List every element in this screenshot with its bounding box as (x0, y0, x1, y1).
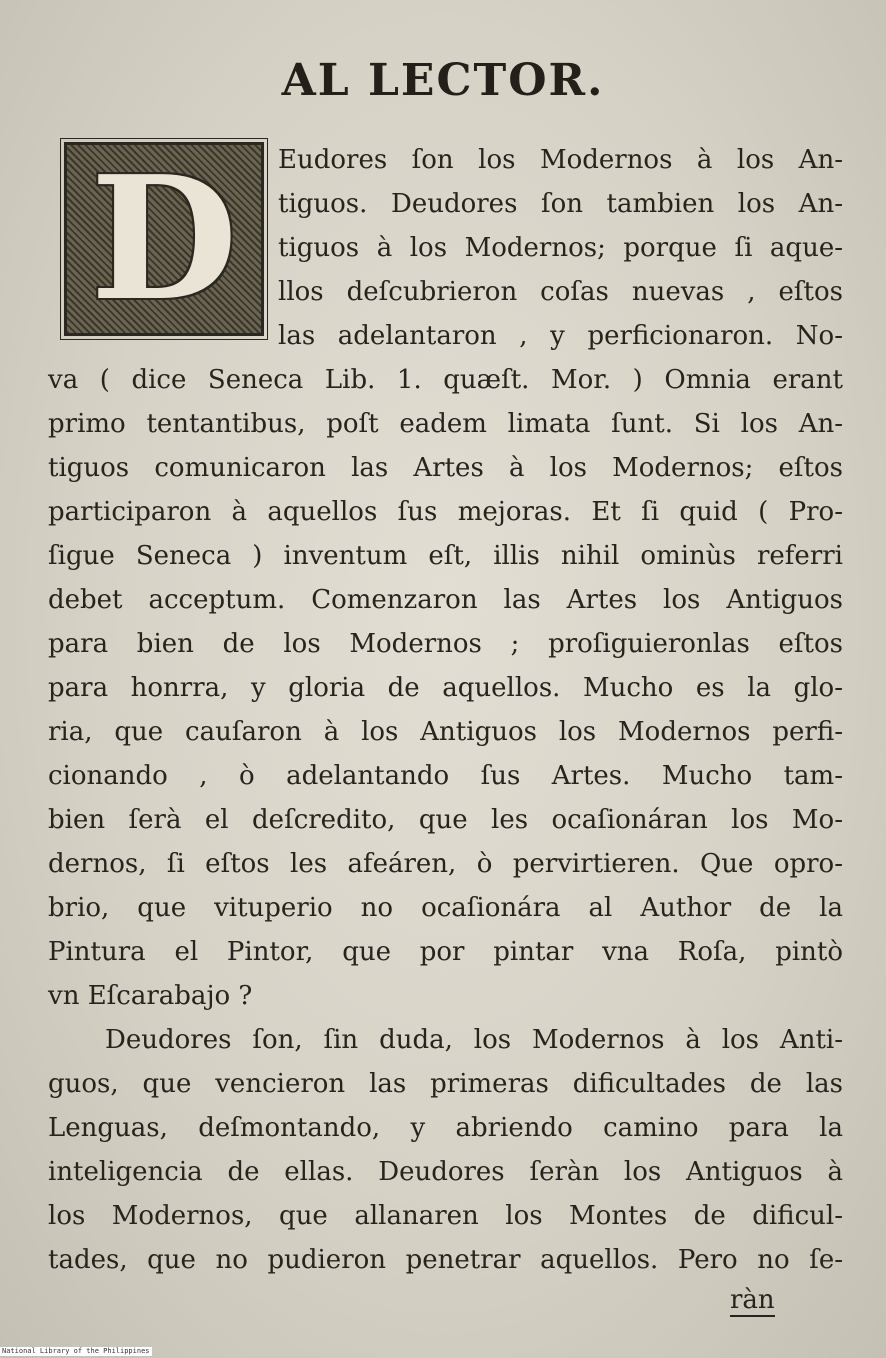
text-line: inteligencia de ellas. Deudores ſeràn los Antiguos à (48, 1157, 843, 1187)
text-line: debet acceptum. Comenzaron las Artes los Antiguos (48, 585, 843, 615)
text-line: tades, que no pudieron penetrar aquellos. Pero no ſe- (48, 1245, 843, 1275)
text-line: guos, que vencieron las primeras dificultades de las (48, 1069, 843, 1099)
text-line: los Modernos, que allanaren los Montes de dificul- (48, 1201, 843, 1231)
text-line: Deudores ſon, ſin duda, los Modernos à los Anti- (105, 1025, 843, 1055)
text-line: dernos, ſi eſtos les afeáren, ò pervirtieren. Que opro- (48, 849, 843, 879)
text-line: tiguos. Deudores ſon tambien los An- (278, 189, 843, 219)
text-line: ſigue Seneca ) inventum eſt, illis nihil ominùs referri (48, 541, 843, 571)
page-title: AL LECTOR. (281, 55, 605, 106)
decorated-initial (64, 139, 264, 339)
text-line: tiguos comunicaron las Artes à los Modernos; eſtos (48, 453, 843, 483)
text-line: las adelantaron , y perficionaron. No- (278, 321, 843, 351)
text-line: para bien de los Modernos ; proſiguieronlas eſtos (48, 629, 843, 659)
text-line: va ( dice Seneca Lib. 1. quæſt. Mor. ) Omnia erant (48, 365, 843, 395)
text-line: primo tentantibus, poſt eadem limata ſunt. Si los An- (48, 409, 843, 439)
text-line: para honrra, y gloria de aquellos. Mucho es la glo- (48, 673, 843, 703)
text-line: participaron à aquellos ſus mejoras. Et ſi quid ( Pro- (48, 497, 843, 527)
text-line: brio, que vituperio no ocaſionára al Author de la (48, 893, 843, 923)
footer-credit: National Library of the Philippines (2, 1347, 150, 1355)
catchword: ràn (730, 1285, 775, 1315)
text-line: Pintura el Pintor, que por pintar vna Roſa, pintò (48, 937, 843, 967)
text-line: ria, que cauſaron à los Antiguos los Modernos perfi- (48, 717, 843, 747)
text-line: Lenguas, deſmontando, y abriendo camino para la (48, 1113, 843, 1143)
text-line: Eudores ſon los Modernos à los An- (278, 145, 843, 175)
text-line: vn Eſcarabajo ? (48, 981, 253, 1011)
text-line: tiguos à los Modernos; porque ſi aque- (278, 233, 843, 263)
initial-letter: D (90, 139, 238, 339)
text-line: bien ſerà el deſcredito, que les ocaſionáran los Mo- (48, 805, 843, 835)
text-line: cionando , ò adelantando ſus Artes. Mucho tam- (48, 761, 843, 791)
text-line: llos deſcubrieron coſas nuevas , eſtos (278, 277, 843, 307)
